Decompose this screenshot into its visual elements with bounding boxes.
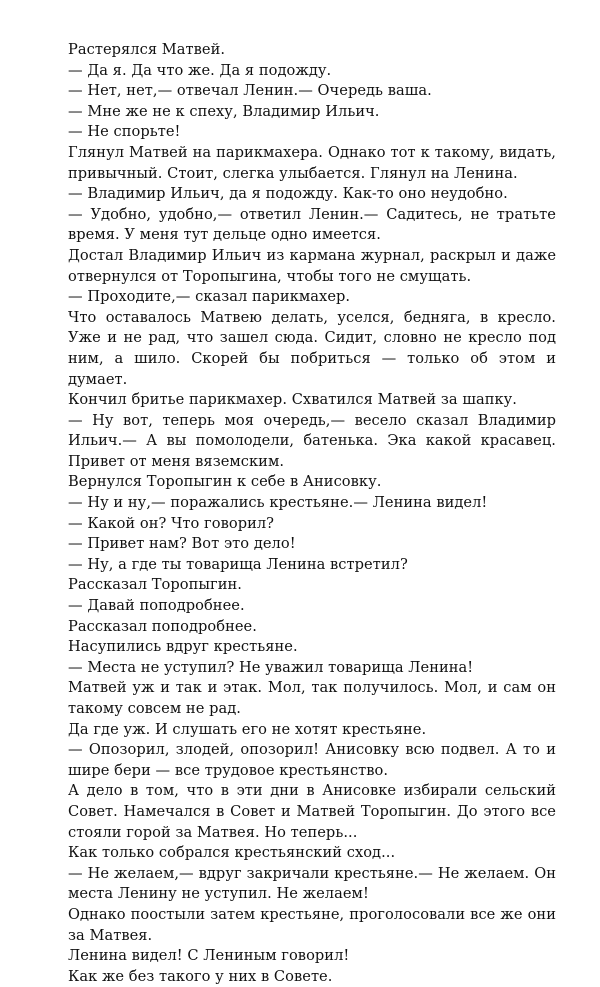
paragraph: Что оставалось Матвею делать, уселся, бедняга, в кресло. Уже и не рад, что зашел сюда. Сидит, словно не кресло под ним, а шило. Скорей бы побриться — только об этом и думает.	[68, 308, 556, 388]
paragraph: — Ну, а где ты товарища Ленина встретил?	[68, 555, 408, 573]
paragraph: — Ну вот, теперь моя очередь,— весело сказал Владимир Ильич.— А вы помолодели, батенька. Эка какой красавец. Привет от меня вяземским.	[68, 411, 556, 470]
paragraph: — Да я. Да что же. Да я подожду.	[68, 61, 332, 79]
paragraph: — Ну и ну,— поражались крестьяне.— Ленина видел!	[68, 494, 488, 512]
page-text	[68, 40, 556, 987]
paragraph: Ленина видел! С Лениным говорил!	[68, 947, 350, 965]
paragraph: Насупились вдруг крестьяне.	[68, 638, 298, 656]
paragraph: Глянул Матвей на парикмахера. Однако тот к такому, видать, привычный. Стоит, слегка улыбается. Глянул на Ленина.	[68, 143, 556, 182]
paragraph: — Нет, нет,— отвечал Ленин.— Очередь ваша.	[68, 82, 432, 100]
paragraph: — Проходите,— сказал парикмахер.	[68, 288, 351, 306]
paragraph: Рассказал Торопыгин.	[68, 576, 242, 594]
paragraph: Да где уж. И слушать его не хотят крестьяне.	[68, 720, 427, 738]
paragraph: Как же без такого у них в Совете.	[68, 967, 333, 985]
paragraph: Матвей уж и так и этак. Мол, так получилось. Мол, и сам он такому совсем не рад.	[68, 679, 556, 717]
paragraph: — Не желаем,— вдруг закричали крестьяне.— Не желаем. Он места Ленину не уступил. Не желаем!	[68, 864, 556, 903]
paragraph: Достал Владимир Ильич из кармана журнал, раскрыл и даже отвернулся от Торопыгина, чтобы того не смущать.	[68, 246, 556, 285]
paragraph: — Удобно, удобно,— ответил Ленин.— Садитесь, не тратьте время. У меня тут дельце одно имеется.	[68, 205, 556, 244]
paragraph: — Места не уступил? Не уважил товарища Ленина!	[68, 658, 474, 676]
paragraph: Растерялся Матвей.	[68, 41, 226, 58]
paragraph: А дело в том, что в эти дни в Анисовке избирали сельский Совет. Намечался в Совет и Матвей Торопыгин. До этого все стояли горой за Матвея. Но теперь...	[68, 782, 556, 841]
paragraph: Как только собрался крестьянский сход...	[68, 844, 396, 862]
paragraph: — Мне же не к спеху, Владимир Ильич.	[68, 102, 380, 120]
paragraph: — Владимир Ильич, да я подожду. Как-то оно неудобно.	[68, 185, 508, 203]
paragraph: Вернулся Торопыгин к себе в Анисовку.	[68, 473, 382, 491]
paragraph: — Давай поподробнее.	[68, 597, 245, 615]
paragraph: Однако поостыли затем крестьяне, проголосовали все же они за Матвея.	[68, 905, 556, 944]
paragraph: — Не спорьте!	[68, 123, 181, 141]
paragraph: — Опозорил, злодей, опозорил! Анисовку всю подвел. А то и шире бери — все трудовое крестьянство.	[68, 741, 556, 779]
paragraph: Кончил бритье парикмахер. Схватился Матвей за шапку.	[68, 391, 517, 409]
paragraph: — Привет нам? Вот это дело!	[68, 535, 296, 553]
paragraph: — Какой он? Что говорил?	[68, 514, 275, 532]
paragraph: Рассказал поподробнее.	[68, 617, 257, 635]
